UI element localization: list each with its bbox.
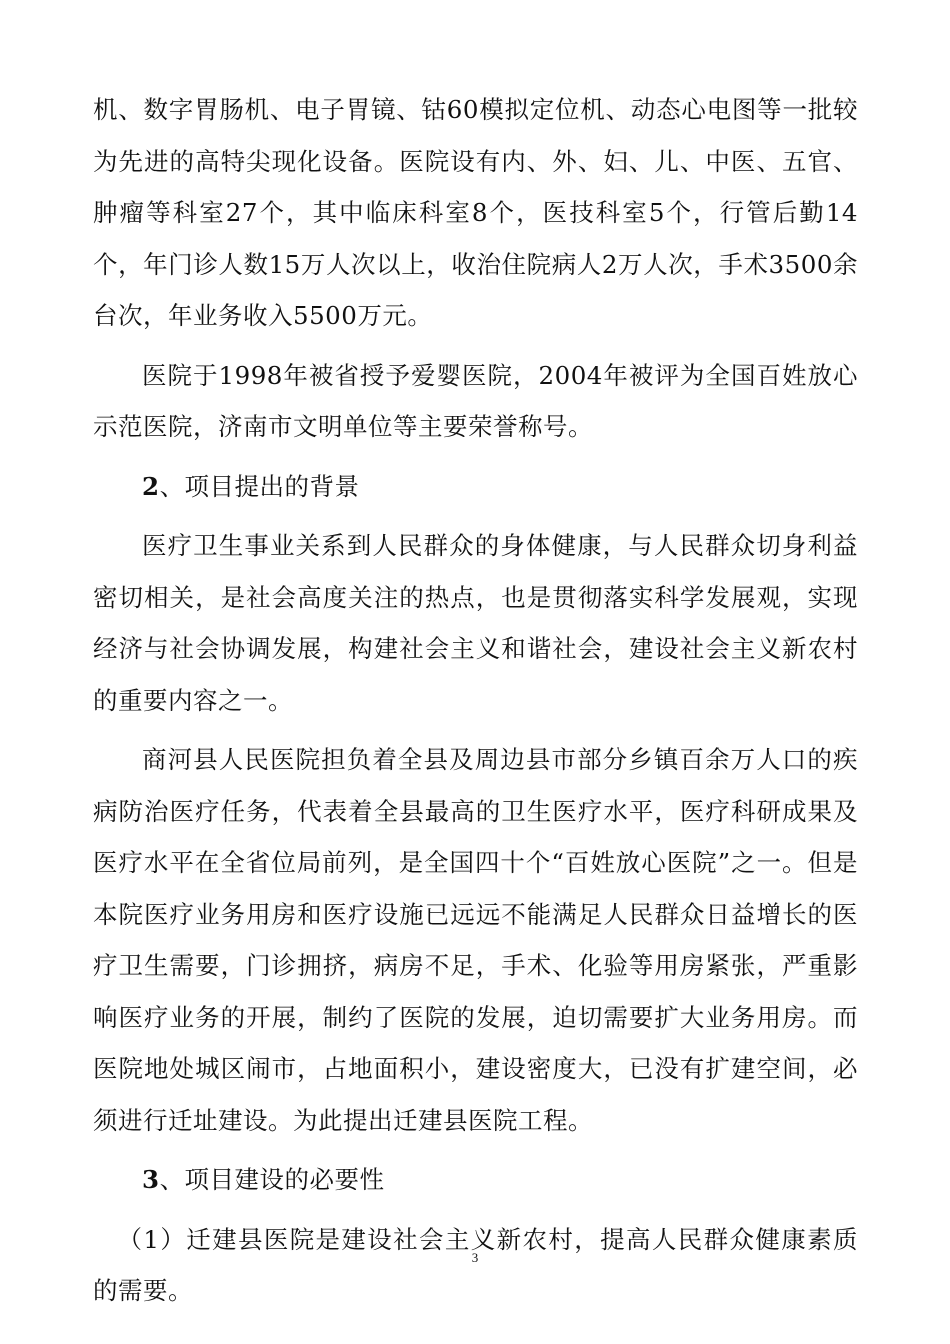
document-body <box>93 84 858 1317</box>
section-number: 3 <box>142 1165 160 1194</box>
paragraph-healthcare-importance: 医疗卫生事业关系到人民群众的身体健康，与人民群众切身利益密切相关，是社会高度关注的热点，也是贯彻落实科学发展观，实现经济与社会协调发展，构建社会主义和谐社会，建设社会主义新农村的重要内容之一。 <box>93 531 858 715</box>
page-number: 3 <box>471 1250 479 1265</box>
section-heading-necessity <box>93 1154 858 1206</box>
paragraph-hospital-situation: 商河县人民医院担负着全县及周边县市部分乡镇百余万人口的疾病防治医疗任务，代表着全县最高的卫生医疗水平，医疗科研成果及医疗水平在全省位局前列，是全国四十个“百姓放心医院”之一。但是本院医疗业务用房和医疗设施已远远不能满足人民群众日益增长的医疗卫生需要，门诊拥挤，病房不足，手术、化验等用房紧张，严重影响医疗业务的开展，制约了医院的发展，迫切需要扩大业务用房。而医院地处城区闹市，占地面积小，建设密度大，已没有扩建空间，必须进行迁址建设。为此提出迁建县医院工程。 <box>93 745 858 1135</box>
section-number: 2 <box>142 471 160 501</box>
paragraph-equipment-departments: 机、数字胃肠机、电子胃镜、钴60模拟定位机、动态心电图等一批较为先进的高特尖现化设备。医院设有内、外、妇、儿、中医、五官、肿瘤等科室27个，其中临床科室8个，医技科室5个，行管后勤14个，年门诊人数15万人次以上，收治住院病人2万人次，手术3500余台次，年业务收入5500万元。 <box>93 95 858 330</box>
section-title: 、项目提出的背景 <box>159 471 360 501</box>
paragraph-necessity-point-1: （1）迁建县医院是建设社会主义新农村，提高人民群众健康素质的需要。 <box>93 1224 858 1305</box>
section-title: 、项目建设的必要性 <box>159 1165 385 1194</box>
paragraph-honors: 医院于1998年被省授予爱婴医院，2004年被评为全国百姓放心示范医院，济南市文明单位等主要荣誉称号。 <box>93 360 858 441</box>
section-heading-background <box>93 461 858 513</box>
